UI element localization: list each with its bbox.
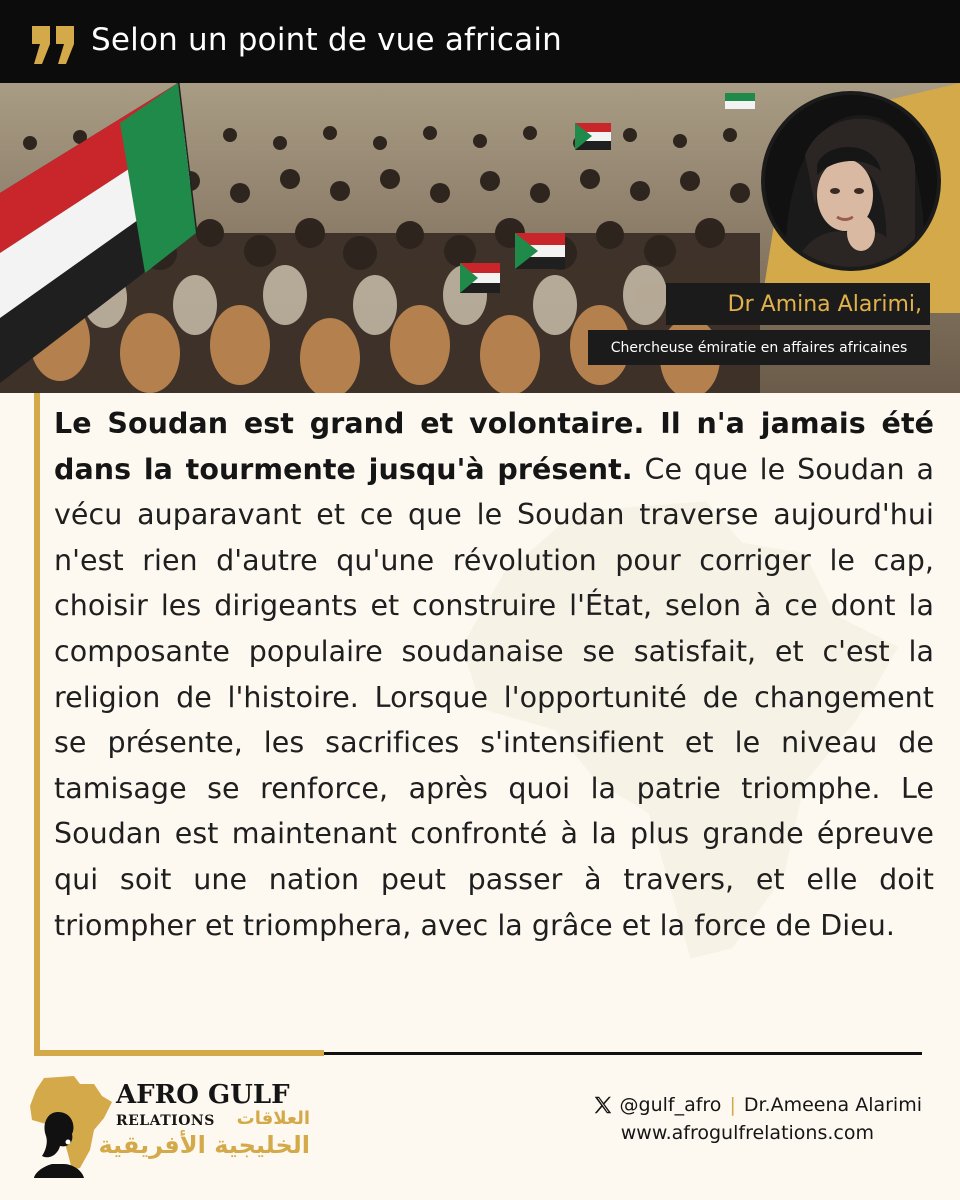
- quote-accent-line: [34, 393, 40, 1056]
- x-logo-icon[interactable]: [592, 1094, 614, 1116]
- author-credit: Dr.Ameena Alarimi: [743, 1094, 922, 1116]
- social-separator: |: [729, 1094, 736, 1116]
- quote-lead: Le Soudan est grand et volontaire. Il n'a jamais été dans la tourmente jusqu'à présent.: [54, 407, 934, 486]
- footer-divider-black: [324, 1052, 922, 1055]
- footer-divider-gold: [34, 1050, 324, 1056]
- logo-text-arabic-line1: العلاقات: [236, 1108, 310, 1129]
- logo-text-line2: RELATIONS: [116, 1113, 215, 1129]
- author-name-box: [666, 283, 930, 325]
- author-role-box: [588, 330, 930, 365]
- author-portrait: [765, 95, 937, 267]
- quote-body: Ce que le Soudan a vécu auparavant et ce que le Soudan traverse aujourd'hui n'est rien d'autre qu'une révolution pour corriger le cap, choisir les dirigeants et construire l'État, selon à ce dont la composante populaire soudanaise se satisfait, et c'est la religion de l'histoire. Lorsque l'opportunité de changement se présente, les sacrifices s'intensifient et le niveau de tamisage se renforce, après quoi la patrie triomphe. Le Soudan est maintenant confronté à la plus grande épreuve qui soit une nation peut passer à travers, et elle doit triompher et triomphera, avec la grâce et la force de Dieu.: [54, 452, 935, 942]
- website-link[interactable]: www.afrogulfrelations.com: [620, 1122, 874, 1144]
- afro-gulf-logo-icon: [28, 1072, 114, 1178]
- quote-text: [54, 401, 934, 948]
- header-bar: [0, 0, 960, 83]
- logo-text-arabic-line2: الخليجية الأفريقية: [98, 1131, 310, 1159]
- social-line: [520, 1094, 922, 1116]
- twitter-handle[interactable]: @gulf_afro: [619, 1094, 722, 1116]
- author-name: Dr Amina Alarimi,: [727, 291, 922, 317]
- logo-text-line1: AFRO GULF: [116, 1080, 290, 1110]
- quote-marks-icon: [30, 22, 78, 66]
- author-role: Chercheuse émiratie en affaires africaines: [610, 339, 908, 356]
- header-title: Selon un point de vue africain: [91, 22, 562, 58]
